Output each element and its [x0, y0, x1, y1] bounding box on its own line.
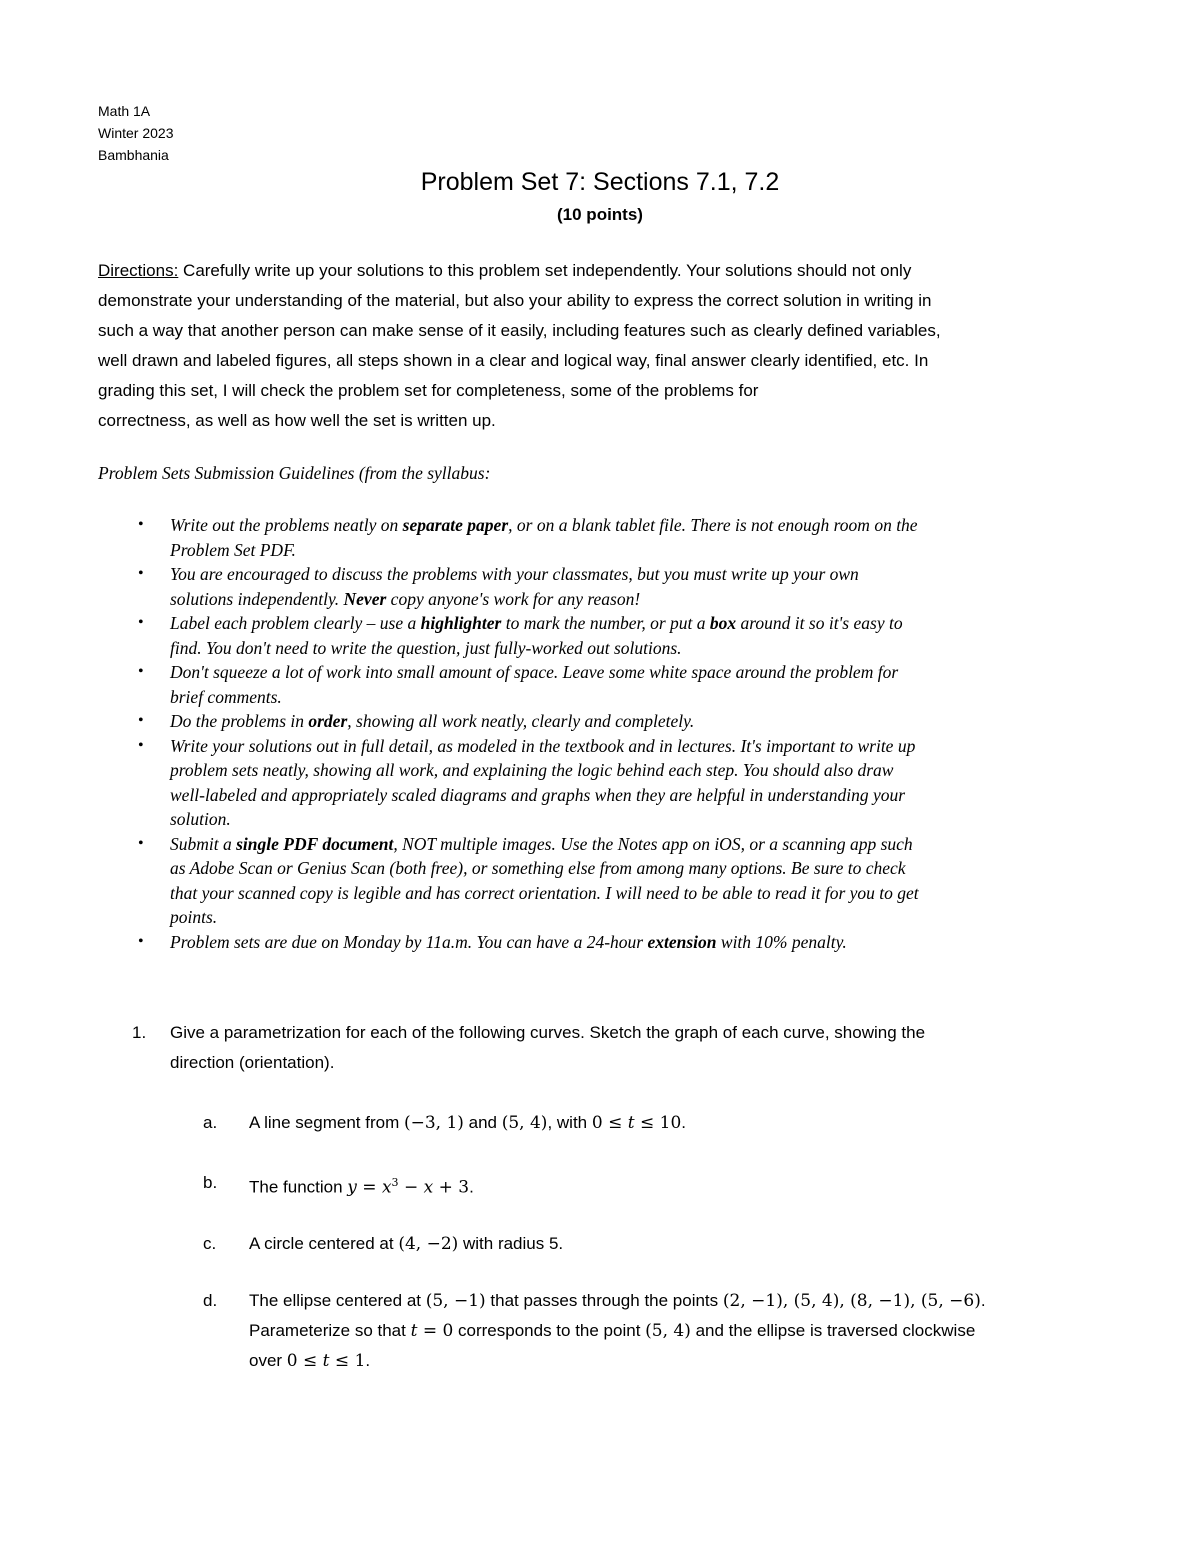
- guideline-item: • Write out the problems neatly on separate paper, or on a blank tablet file. There is not enough room on the Problem Set PDF.: [138, 515, 918, 560]
- problem-1-text: Give a parametrization for each of the following curves. Sketch the graph of each curve, showing the direction (orientation).: [170, 1023, 926, 1072]
- guideline-item: • Submit a single PDF document, NOT multiple images. Use the Notes app on iOS, or a scanning app such as Adobe Scan or Genius Scan (both free), or something else from among many options. Be sure to check that your scanned copy is legible and has correct orientation. I will need to be able to read it for you to get points.: [138, 833, 919, 927]
- guideline-item: • Do the problems in order, showing all work neatly, clearly and completely.: [98, 709, 1108, 734]
- course-header: [98, 100, 173, 166]
- part-letter: b.: [203, 1173, 218, 1192]
- guideline-item: • You are encouraged to discuss the problems with your classmates, but you must write up your own solutions independently. Never copy anyone's work for any reason!: [138, 564, 859, 609]
- page-title: Problem Set 7: Sections 7.1, 7.2: [420, 168, 780, 196]
- bullet-icon: •: [138, 663, 144, 680]
- part-text: A line segment from (−3, 1) and (5, 4), with 0 ≤ t ≤ 10.: [249, 1113, 686, 1133]
- part-text: The function $y = x^3 - x + 3$.: [249, 1176, 474, 1198]
- directions-line: well drawn and labeled figures, all steps shown in a clear and logical way, final answer clearly identified, etc. In: [98, 351, 929, 370]
- directions-paragraph: [98, 256, 1108, 436]
- directions-line: Directions: Carefully write up your solutions to this problem set independently. Your solutions should not only: [98, 261, 912, 280]
- bullet-icon: •: [138, 712, 144, 729]
- part-letter: a.: [203, 1113, 218, 1132]
- problem-number: 1.: [132, 1023, 147, 1042]
- directions-line: demonstrate your understanding of the material, but also your ability to express the correct solution in writing in: [98, 291, 932, 310]
- directions-line: such a way that another person can make sense of it easily, including features such as clearly defined variables,: [98, 321, 941, 340]
- guideline-item: • Problem sets are due on Monday by 11a.m. You can have a 24-hour extension with 10% penalty.: [98, 930, 1108, 955]
- instructor-name: Bambhania: [98, 147, 169, 163]
- term: Winter 2023: [98, 125, 174, 141]
- directions-line: grading this set, I will check the problem set for completeness, some of the problems for: [98, 381, 759, 400]
- bullet-icon: •: [138, 516, 144, 533]
- guideline-item: • Don't squeeze a lot of work into small amount of space. Leave some white space around the problem for brief comments.: [138, 662, 899, 707]
- guidelines-heading: Problem Sets Submission Guidelines (from the syllabus:: [98, 463, 491, 483]
- part-text: A circle centered at (4, −2) with radius 5.: [249, 1234, 564, 1254]
- guidelines-list: [98, 513, 1108, 954]
- guideline-item: • Write your solutions out in full detail, as modeled in the textbook and in lectures. It's important to write up problem sets neatly, showing all work, and explaining the logic behind each step. You should also draw well-labeled and appropriately scaled diagrams and graphs when they are helpful in understanding your solution.: [138, 735, 916, 829]
- part-text: The ellipse centered at (5, −1) that passes through the points (2, −1), (5, 4), (8, −1), (5, −6). Parameterize so that t = 0 corresponds to the point (5, 4) and the ellipse is traversed clockwise over 0 ≤ t ≤ 1.: [249, 1291, 986, 1371]
- bullet-icon: •: [138, 565, 144, 582]
- directions-label: Directions:: [98, 261, 179, 280]
- bullet-icon: •: [138, 834, 144, 852]
- bullet-icon: •: [138, 932, 144, 950]
- part-letter: d.: [203, 1291, 218, 1310]
- guideline-item: • Label each problem clearly – use a highlighter to mark the number, or put a box around it so it's easy to find. You don't need to write the question, just fully-worked out solutions.: [138, 613, 903, 658]
- part-letter: c.: [203, 1234, 217, 1253]
- directions-line: correctness, as well as how well the set is written up.: [98, 411, 496, 430]
- bullet-icon: •: [138, 614, 144, 631]
- points-label: (10 points): [557, 205, 643, 224]
- course-name: Math 1A: [98, 103, 151, 119]
- bullet-icon: •: [138, 736, 144, 754]
